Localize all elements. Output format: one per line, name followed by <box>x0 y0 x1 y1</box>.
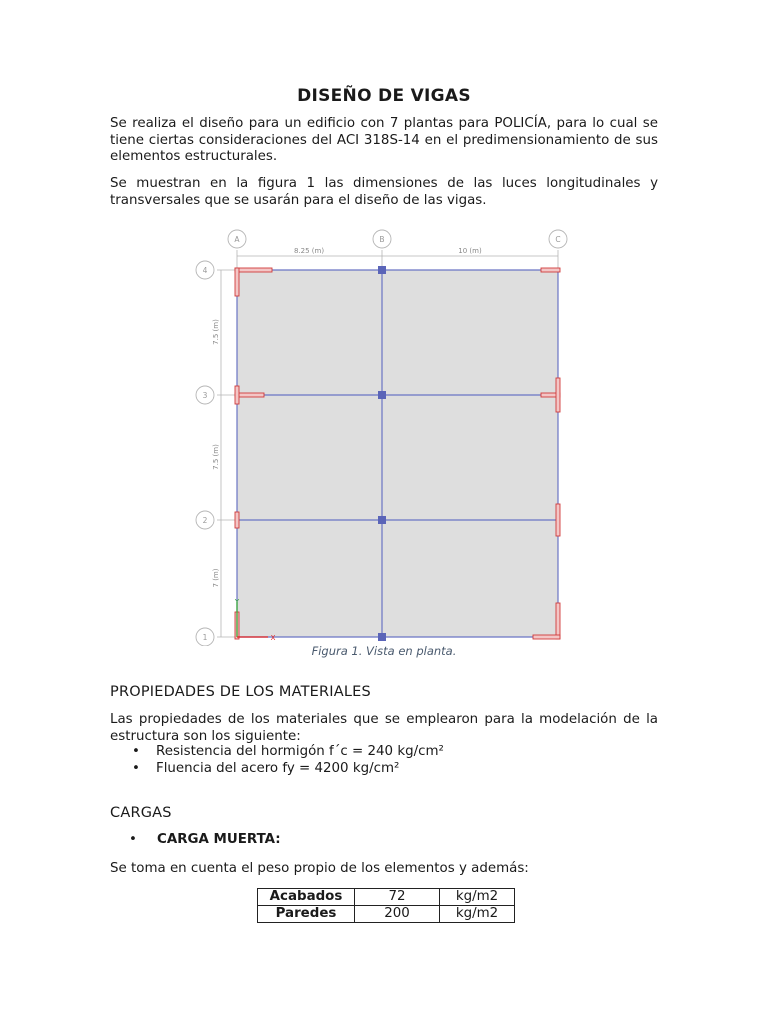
table-row <box>258 906 515 923</box>
load-unit: kg/m2 <box>440 906 515 923</box>
load-value: 200 <box>355 906 440 923</box>
axis-label-3: 3 <box>202 391 208 400</box>
list-item: • Resistencia del hormigón f´c = 240 kg/cm² <box>130 744 444 761</box>
axis-label-2: 2 <box>202 516 208 525</box>
axis-label-b: B <box>379 235 385 244</box>
span-label-21: 7 (m) <box>212 568 220 588</box>
load-value: 72 <box>355 889 440 906</box>
floor-plan-figure <box>190 226 580 646</box>
axis-label-c: C <box>555 235 561 244</box>
page-title: DISEÑO DE VIGAS <box>297 86 471 106</box>
span-label-ab: 8.25 (m) <box>293 247 325 255</box>
span-label-32: 7.5 (m) <box>212 444 220 470</box>
list-item: • Fluencia del acero fy = 4200 kg/cm² <box>130 761 444 778</box>
slab-area <box>237 270 558 637</box>
origin-y-label: Y <box>234 598 240 606</box>
origin-x-label: X <box>270 634 276 642</box>
span-label-bc: 10 (m) <box>458 247 482 255</box>
axis-label-4: 4 <box>202 266 208 275</box>
span-label-43: 7.5 (m) <box>212 319 220 345</box>
figure-reference-paragraph: Se muestran en la figura 1 las dimensiones de las luces longitudinales y transversales que se usarán para el diseño de las vigas. <box>110 176 658 208</box>
materials-list <box>130 744 444 778</box>
axis-label-1: 1 <box>202 633 208 642</box>
load-name: Acabados <box>258 889 355 906</box>
table-row <box>258 889 515 906</box>
materials-heading: PROPIEDADES DE LOS MATERIALES <box>110 684 371 700</box>
dead-load-item <box>130 832 281 847</box>
figure-caption: Figura 1. Vista en planta. <box>311 644 457 658</box>
axis-label-a: A <box>234 235 240 244</box>
dead-load-table <box>257 888 515 923</box>
load-unit: kg/m2 <box>440 889 515 906</box>
loads-heading: CARGAS <box>110 805 172 821</box>
load-name: Paredes <box>258 906 355 923</box>
dead-load-label: CARGA MUERTA: <box>157 832 281 847</box>
materials-paragraph: Las propiedades de los materiales que se emplearon para la modelación de la estructura son los siguiente: <box>110 712 658 744</box>
dead-load-paragraph: Se toma en cuenta el peso propio de los elementos y además: <box>110 861 529 876</box>
intro-paragraph: Se realiza el diseño para un edificio con 7 plantas para POLICÍA, para lo cual se tiene ciertas consideraciones del ACI 318S-14 en el predimensionamiento de sus elementos estructurales. <box>110 116 658 164</box>
